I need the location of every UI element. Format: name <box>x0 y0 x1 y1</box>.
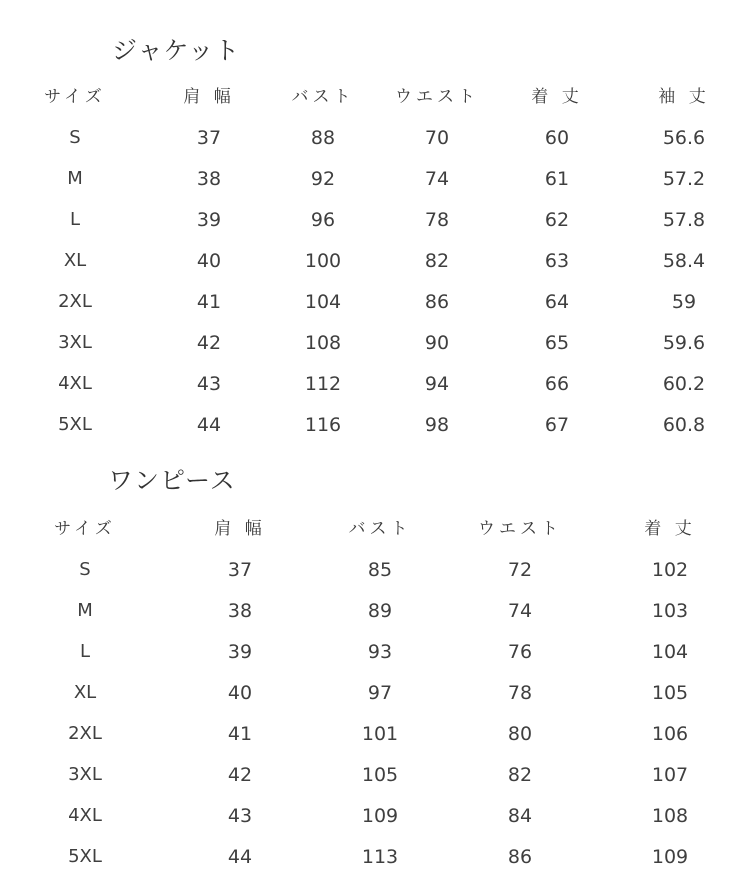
cell-size: M <box>67 168 83 189</box>
column-header-size: サイズ <box>54 519 116 539</box>
cell-waist: 78 <box>424 208 450 231</box>
cell-sleeve: 60.2 <box>662 372 706 395</box>
cell-shoulder: 41 <box>227 722 253 745</box>
table-row <box>0 590 750 631</box>
column-header-length: 着 丈 <box>644 519 696 539</box>
cell-bust: 89 <box>367 599 393 622</box>
cell-waist: 94 <box>424 372 450 395</box>
cell-shoulder: 44 <box>196 413 222 436</box>
table-row <box>0 754 750 795</box>
cell-bust: 101 <box>361 722 399 745</box>
cell-waist: 72 <box>507 558 533 581</box>
cell-bust: 105 <box>361 763 399 786</box>
cell-bust: 92 <box>310 167 336 190</box>
cell-bust: 93 <box>367 640 393 663</box>
cell-size: 5XL <box>58 414 92 435</box>
cell-size: S <box>69 127 81 148</box>
column-header-length: 着 丈 <box>531 87 583 107</box>
cell-length: 108 <box>651 804 689 827</box>
cell-length: 102 <box>651 558 689 581</box>
cell-waist: 70 <box>424 126 450 149</box>
cell-shoulder: 37 <box>196 126 222 149</box>
column-header-shoulder: 肩 幅 <box>183 87 235 107</box>
cell-length: 106 <box>651 722 689 745</box>
cell-length: 104 <box>651 640 689 663</box>
table-row <box>0 240 750 281</box>
cell-size: XL <box>63 250 87 271</box>
table-row <box>0 713 750 754</box>
cell-length: 66 <box>544 372 570 395</box>
cell-bust: 104 <box>304 290 342 313</box>
column-header-sleeve: 袖 丈 <box>658 87 710 107</box>
cell-size: L <box>79 641 91 662</box>
cell-length: 60 <box>544 126 570 149</box>
cell-bust: 96 <box>310 208 336 231</box>
cell-bust: 88 <box>310 126 336 149</box>
table-row <box>0 199 750 240</box>
table-row <box>0 322 750 363</box>
cell-sleeve: 56.6 <box>662 126 706 149</box>
cell-waist: 78 <box>507 681 533 704</box>
cell-size: M <box>77 600 93 621</box>
jacket-section-title: ジャケット <box>112 36 241 65</box>
cell-waist: 90 <box>424 331 450 354</box>
table-row <box>0 158 750 199</box>
cell-waist: 74 <box>507 599 533 622</box>
cell-length: 65 <box>544 331 570 354</box>
table-header-row <box>0 502 750 549</box>
table-row <box>0 117 750 158</box>
cell-waist: 84 <box>507 804 533 827</box>
cell-shoulder: 43 <box>227 804 253 827</box>
table-row <box>0 631 750 672</box>
cell-sleeve: 57.2 <box>662 167 706 190</box>
table-row <box>0 672 750 713</box>
jacket-size-section <box>0 34 750 445</box>
cell-bust: 112 <box>304 372 342 395</box>
dress-size-section <box>0 464 750 877</box>
cell-waist: 86 <box>507 845 533 868</box>
cell-waist: 82 <box>507 763 533 786</box>
table-header-row <box>0 70 750 117</box>
cell-shoulder: 40 <box>196 249 222 272</box>
cell-shoulder: 38 <box>227 599 253 622</box>
cell-bust: 100 <box>304 249 342 272</box>
cell-sleeve: 57.8 <box>662 208 706 231</box>
cell-length: 62 <box>544 208 570 231</box>
cell-shoulder: 39 <box>196 208 222 231</box>
column-header-bust: バスト <box>291 87 355 107</box>
cell-shoulder: 44 <box>227 845 253 868</box>
cell-waist: 76 <box>507 640 533 663</box>
table-row <box>0 795 750 836</box>
cell-shoulder: 38 <box>196 167 222 190</box>
cell-sleeve: 60.8 <box>662 413 706 436</box>
table-row <box>0 836 750 877</box>
table-row <box>0 549 750 590</box>
cell-shoulder: 42 <box>196 331 222 354</box>
dress-section-title: ワンピース <box>108 466 236 495</box>
cell-waist: 86 <box>424 290 450 313</box>
cell-bust: 108 <box>304 331 342 354</box>
cell-length: 61 <box>544 167 570 190</box>
cell-shoulder: 42 <box>227 763 253 786</box>
column-header-waist: ウエスト <box>395 87 479 107</box>
cell-sleeve: 59.6 <box>662 331 706 354</box>
cell-waist: 74 <box>424 167 450 190</box>
cell-length: 64 <box>544 290 570 313</box>
cell-size: 3XL <box>58 332 92 353</box>
table-row <box>0 281 750 322</box>
cell-length: 67 <box>544 413 570 436</box>
cell-size: 4XL <box>68 805 102 826</box>
cell-shoulder: 37 <box>227 558 253 581</box>
column-header-bust: バスト <box>348 519 412 539</box>
cell-waist: 80 <box>507 722 533 745</box>
cell-bust: 116 <box>304 413 342 436</box>
cell-sleeve: 59 <box>671 290 697 313</box>
column-header-size: サイズ <box>44 87 106 107</box>
cell-bust: 109 <box>361 804 399 827</box>
cell-sleeve: 58.4 <box>662 249 706 272</box>
table-row <box>0 404 750 445</box>
cell-size: 2XL <box>68 723 102 744</box>
cell-length: 107 <box>651 763 689 786</box>
column-header-shoulder: 肩 幅 <box>214 519 266 539</box>
cell-shoulder: 43 <box>196 372 222 395</box>
cell-shoulder: 40 <box>227 681 253 704</box>
jacket-size-table <box>0 70 750 445</box>
cell-size: 3XL <box>68 764 102 785</box>
cell-bust: 85 <box>367 558 393 581</box>
cell-length: 63 <box>544 249 570 272</box>
cell-shoulder: 39 <box>227 640 253 663</box>
cell-size: L <box>69 209 81 230</box>
cell-bust: 97 <box>367 681 393 704</box>
cell-size: 5XL <box>68 846 102 867</box>
dress-size-table <box>0 502 750 877</box>
table-row <box>0 363 750 404</box>
cell-length: 103 <box>651 599 689 622</box>
cell-length: 109 <box>651 845 689 868</box>
cell-size: S <box>79 559 91 580</box>
cell-waist: 98 <box>424 413 450 436</box>
cell-bust: 113 <box>361 845 399 868</box>
cell-size: 4XL <box>58 373 92 394</box>
cell-length: 105 <box>651 681 689 704</box>
cell-waist: 82 <box>424 249 450 272</box>
cell-shoulder: 41 <box>196 290 222 313</box>
column-header-waist: ウエスト <box>478 519 562 539</box>
cell-size: XL <box>73 682 97 703</box>
cell-size: 2XL <box>58 291 92 312</box>
